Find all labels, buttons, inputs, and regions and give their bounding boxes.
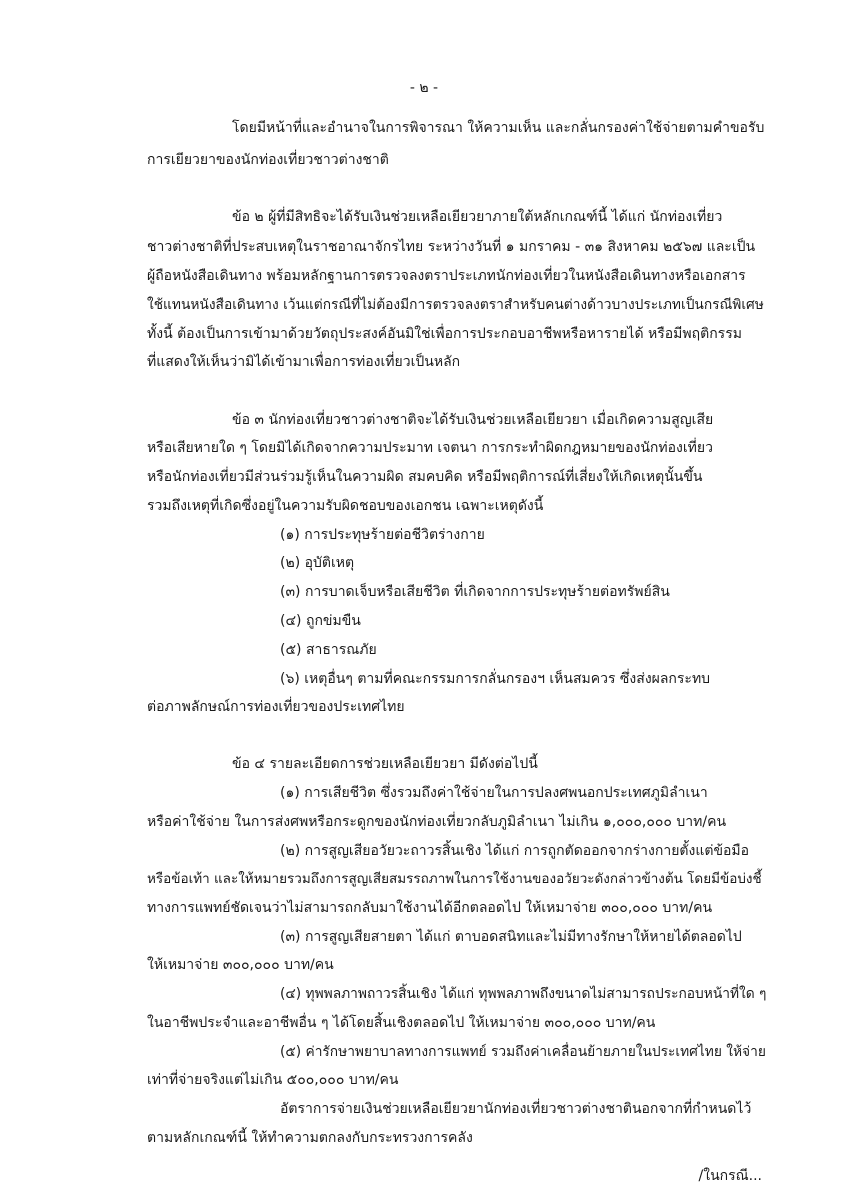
text-line: ตามหลักเกณฑ์นี้ ให้ทำความตกลงกับกระทรวงการคลัง	[147, 1130, 473, 1146]
page-number: - ๒ -	[409, 80, 439, 96]
text-line: ต่อภาพลักษณ์การท่องเที่ยวของประเทศไทย	[147, 699, 405, 715]
list-item: (๓) การบาดเจ็บหรือเสียชีวิต ที่เกิดจากการประทุษร้ายต่อทรัพย์สิน	[280, 584, 670, 600]
text-line: ข้อ ๔ รายละเอียดการช่วยเหลือเยียวยา มีดังต่อไปนี้	[232, 756, 538, 772]
list-item: (๑) การเสียชีวิต ซึ่งรวมถึงค่าใช้จ่ายในการปลงศพนอกประเทศภูมิลำเนา	[280, 785, 708, 801]
text-line: ข้อ ๒ ผู้ที่มีสิทธิจะได้รับเงินช่วยเหลือเยียวยาภายใต้หลักเกณฑ์นี้ ได้แก่ นักท่องเที่ยว	[232, 209, 723, 225]
text-line: การเยียวยาของนักท่องเที่ยวชาวต่างชาติ	[147, 152, 389, 168]
text-line: ในอาชีพประจำและอาชีพอื่น ๆ ได้โดยสิ้นเชิงตลอดไป ให้เหมาจ่าย ๓๐๐,๐๐๐ บาท/คน	[147, 1015, 656, 1031]
text-line: เท่าที่จ่ายจริงแต่ไม่เกิน ๕๐๐,๐๐๐ บาท/คน	[147, 1072, 399, 1088]
list-item: (๖) เหตุอื่นๆ ตามที่คณะกรรมการกลั่นกรองฯ เห็นสมควร ซึ่งส่งผลกระทบ	[280, 671, 711, 687]
text-line: หรือเสียหายใด ๆ โดยมิได้เกิดจากความประมาท เจตนา การกระทำผิดกฎหมายของนักท่องเที่ยว	[147, 440, 713, 456]
text-line: หรือค่าใช้จ่าย ในการส่งศพหรือกระดูกของนักท่องเที่ยวกลับภูมิลำเนา ไม่เกิน ๑,๐๐๐,๐๐๐ บาท/คน	[147, 814, 727, 830]
text-line: ที่แสดงให้เห็นว่ามิได้เข้ามาเพื่อการท่องเที่ยวเป็นหลัก	[147, 354, 461, 370]
text-line: รวมถึงเหตุที่เกิดซึ่งอยู่ในความรับผิดชอบของเอกชน เฉพาะเหตุดังนี้	[147, 498, 544, 514]
list-item: (๔) ทุพพลภาพถาวรสิ้นเชิง ได้แก่ ทุพพลภาพถึงขนาดไม่สามารถประกอบหน้าที่ใด ๆ	[280, 986, 767, 1002]
list-item: (๑) การประทุษร้ายต่อชีวิตร่างกาย	[280, 527, 485, 543]
continuation-marker: /ในกรณี...	[698, 1168, 762, 1184]
text-line: โดยมีหน้าที่และอำนาจในการพิจารณา ให้ความเห็น และกลั่นกรองค่าใช้จ่ายตามคำขอรับ	[232, 120, 765, 136]
list-item: (๓) การสูญเสียสายตา ได้แก่ ตาบอดสนิทและไม่มีทางรักษาให้หายได้ตลอดไป	[280, 929, 742, 945]
text-line: ทางการแพทย์ชัดเจนว่าไม่สามารถกลับมาใช้งานได้อีกตลอดไป ให้เหมาจ่าย ๓๐๐,๐๐๐ บาท/คน	[147, 900, 713, 916]
text-line: ผู้ถือหนังสือเดินทาง พร้อมหลักฐานการตรวจลงตราประเภทนักท่องเที่ยวในหนังสือเดินทางหรือเอกสาร	[147, 268, 746, 284]
list-item: (๕) ค่ารักษาพยาบาลทางการแพทย์ รวมถึงค่าเคลื่อนย้ายภายในประเทศไทย ให้จ่าย	[280, 1044, 766, 1060]
text-line: ทั้งนี้ ต้องเป็นการเข้ามาด้วยวัตถุประสงค์อันมิใช่เพื่อการประกอบอาชีพหรือหารายได้ หรือมีพฤติกรรม	[147, 326, 742, 342]
text-line: อัตราการจ่ายเงินช่วยเหลือเยียวยานักท่องเที่ยวชาวต่างชาตินอกจากที่กำหนดไว้	[280, 1101, 752, 1117]
text-line: ให้เหมาจ่าย ๓๐๐,๐๐๐ บาท/คน	[147, 957, 334, 973]
list-item: (๔) ถูกข่มขืน	[280, 613, 361, 629]
list-item: (๒) การสูญเสียอวัยวะถาวรสิ้นเชิง ได้แก่ การถูกตัดออกจากร่างกายตั้งแต่ข้อมือ	[280, 843, 750, 859]
text-line: ข้อ ๓ นักท่องเที่ยวชาวต่างชาติจะได้รับเงินช่วยเหลือเยียวยา เมื่อเกิดความสูญเสีย	[232, 412, 714, 428]
text-line: หรือข้อเท้า และให้หมายรวมถึงการสูญเสียสมรรถภาพในการใช้งานของอวัยวะดังกล่าวข้างต้น โดยมีข้อบ่งชี้	[147, 871, 762, 887]
text-line: หรือนักท่องเที่ยวมีส่วนร่วมรู้เห็นในความผิด สมคบคิด หรือมีพฤติการณ์ที่เสี่ยงให้เกิดเหตุนั้นขึ้น	[147, 469, 703, 485]
list-item: (๕) สาธารณภัย	[280, 642, 377, 658]
text-line: ใช้แทนหนังสือเดินทาง เว้นแต่กรณีที่ไม่ต้องมีการตรวจลงตราสำหรับคนต่างด้าวบางประเภทเป็นกรณีพิเศษ	[147, 297, 764, 313]
list-item: (๒) อุบัติเหตุ	[280, 555, 355, 571]
text-line: ชาวต่างชาติที่ประสบเหตุในราชอาณาจักรไทย ระหว่างวันที่ ๑ มกราคม - ๓๑ สิงหาคม ๒๕๖๗ และเป็น	[147, 239, 756, 255]
